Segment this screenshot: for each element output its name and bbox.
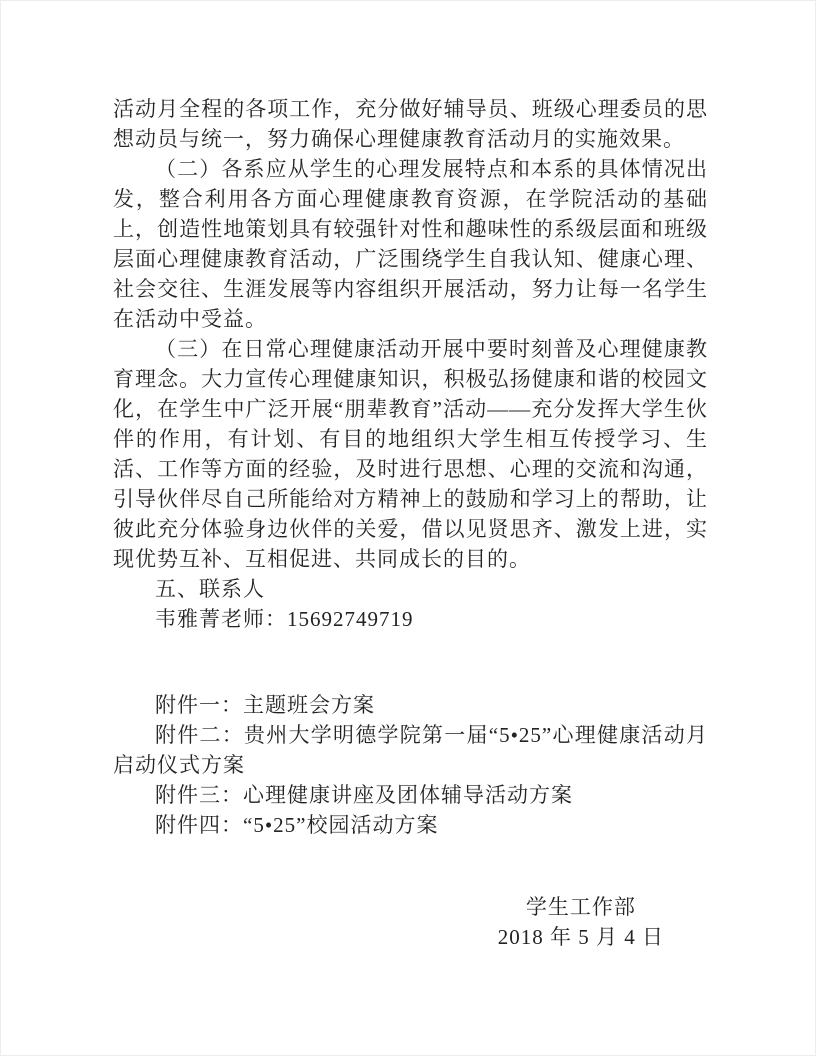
body-paragraph-item-3: （三）在日常心理健康活动开展中要时刻普及心理健康教育理念。大力宣传心理健康知识，积极弘扬健康和谐的校园文化，在学生中广泛开展“朋辈教育”活动——充分发挥大学生伙伴的作用，有计划、有目的地组织大学生相互传授学习、生活、工作等方面的经验，及时进行思想、心理的交流和沟通，引导伙伴尽自己所能给对方精神上的鼓励和学习上的帮助，让彼此充分体验身边伙伴的关爱，借以见贤思齐、激发上进，实现优势互补、互相促进、共同成长的目的。 [113,337,708,571]
attachment-line-1: 附件一：主题班会方案 [155,693,375,717]
signature-block [498,892,664,952]
attachment-line-4: 附件四：“5•25”校园活动方案 [155,813,439,837]
body-paragraph-continuation: 活动月全程的各项工作，充分做好辅导员、班级心理委员的思想动员与统一，努力确保心理健康教育活动月的实施效果。 [113,97,708,151]
signature-date: 2018 年 5 月 4 日 [497,925,664,949]
attachment-line-3: 附件三：心理健康讲座及团体辅导活动方案 [155,783,573,807]
signature-department: 学生工作部 [525,895,636,919]
body-paragraph-item-2: （二）各系应从学生的心理发展特点和本系的具体情况出发，整合利用各方面心理健康教育资源，在学院活动的基础上，创造性地策划具有较强针对性和趣味性的系级层面和班级层面心理健康教育活动，广泛围绕学生自我认知、健康心理、社会交往、生涯发展等内容组织开展活动，努力让每一名学生在活动中受益。 [113,157,708,331]
contact-section-heading: 五、联系人 [155,577,265,601]
contact-phone-line: 韦雅菁老师：15692749719 [155,607,414,631]
attachment-line-2: 附件二：贵州大学明德学院第一届“5•25”心理健康活动月启动仪式方案 [113,723,708,777]
document-content [113,94,708,952]
attachments-list [113,690,708,840]
